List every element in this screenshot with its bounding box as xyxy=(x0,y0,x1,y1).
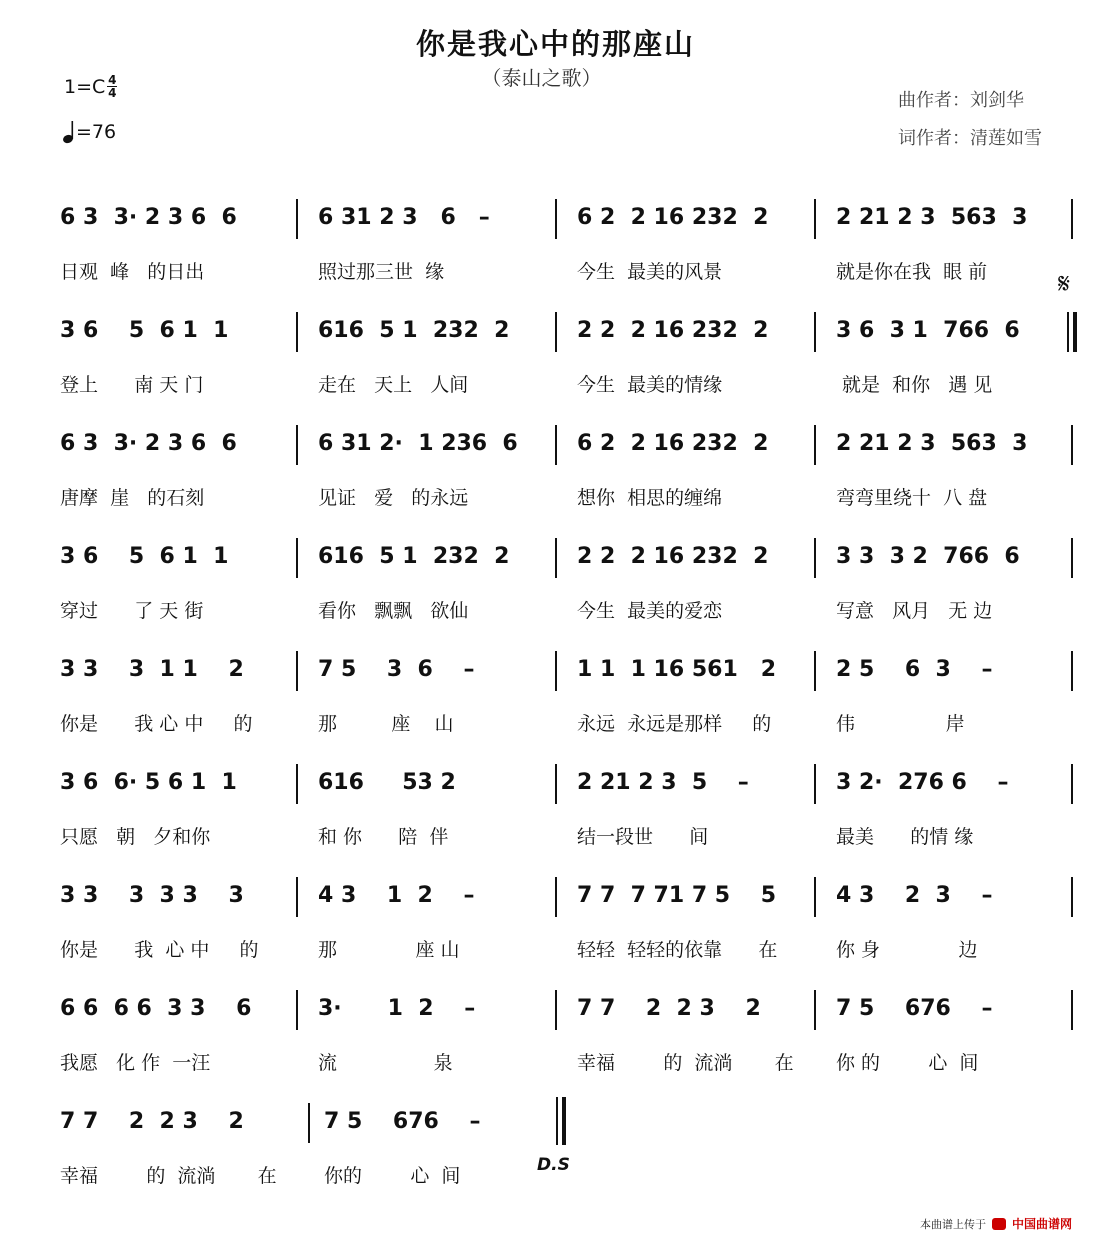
measure-notes: 2 21 2 3 563 3 xyxy=(836,431,1028,456)
measure-notes: 616 53 2 xyxy=(318,770,456,795)
measure-notes: 2 21 2 3 563 3 xyxy=(836,205,1028,230)
repeat-barline xyxy=(1067,312,1069,352)
measure-lyrics: 日观 峰 的日出 xyxy=(60,261,205,283)
measure-lyrics: 见证 爱 的永远 xyxy=(318,487,469,509)
score-row-3 xyxy=(0,431,1111,541)
measure-notes: 3 3 3 2 766 6 xyxy=(836,544,1020,569)
measure-notes: 6 2 2 16 232 2 xyxy=(577,205,769,230)
barline xyxy=(1071,877,1073,917)
measure-notes: 616 5 1 232 2 xyxy=(318,544,510,569)
lyrics-line xyxy=(0,483,1111,513)
barline xyxy=(1071,651,1073,691)
score-row-8 xyxy=(0,996,1111,1106)
measure-lyrics: 就是你在我 眼 前 xyxy=(836,261,988,283)
lyrics-line xyxy=(0,822,1111,852)
barline xyxy=(555,199,557,239)
score-row-2 xyxy=(0,318,1111,428)
measure-lyrics: 照过那三世 缘 xyxy=(318,261,445,283)
dal-segno-mark: D.S xyxy=(537,1155,570,1175)
barline xyxy=(814,199,816,239)
measure-notes: 3 6 6· 5 6 1 1 xyxy=(60,770,237,795)
measure-notes: 3 3 3 3 3 3 xyxy=(60,883,244,908)
measure-lyrics: 今生 最美的爱恋 xyxy=(577,600,723,622)
barline xyxy=(814,312,816,352)
measure-lyrics: 想你 相思的缠绵 xyxy=(577,487,723,509)
measure-lyrics: 那 座 山 xyxy=(318,939,460,961)
measure-lyrics: 最美 的情 缘 xyxy=(836,826,974,848)
key-label: 1=C xyxy=(64,75,106,98)
measure-lyrics: 轻轻 轻轻的依靠 在 xyxy=(577,939,778,961)
measure-notes: 7 5 3 6 – xyxy=(318,657,475,682)
lyricist-credit: 词作者：清莲如雪 xyxy=(898,128,1042,149)
barline xyxy=(296,312,298,352)
barline xyxy=(814,764,816,804)
measure-notes: 7 5 676 – xyxy=(836,996,993,1021)
measure-lyrics: 我愿 化 作 一汪 xyxy=(60,1052,211,1074)
tempo-marking xyxy=(62,120,116,144)
tempo-value: =76 xyxy=(76,121,117,143)
measure-notes: 4 3 1 2 – xyxy=(318,883,475,908)
measure-notes: 3 6 5 6 1 1 xyxy=(60,318,229,343)
barline xyxy=(296,538,298,578)
barline xyxy=(1071,199,1073,239)
barline xyxy=(555,425,557,465)
measure-lyrics: 走在 天上 人间 xyxy=(318,374,469,396)
score-row-6 xyxy=(0,770,1111,880)
measure-lyrics: 幸福 的 流淌 在 xyxy=(60,1165,277,1187)
barline xyxy=(1071,764,1073,804)
measure-notes: 616 5 1 232 2 xyxy=(318,318,510,343)
barline xyxy=(555,651,557,691)
quarter-note-icon xyxy=(62,120,76,144)
barline xyxy=(814,877,816,917)
footer-brand[interactable]: 中国曲谱网 xyxy=(1012,1217,1073,1231)
footer-text: 本曲谱上传于 xyxy=(920,1217,986,1231)
barline xyxy=(814,990,816,1030)
time-top: 4 xyxy=(108,73,117,87)
measure-lyrics: 那 座 山 xyxy=(318,713,454,735)
barline xyxy=(296,651,298,691)
composer-credit: 曲作者：刘剑华 xyxy=(898,90,1024,111)
score-row-5 xyxy=(0,657,1111,767)
measure-notes: 7 5 676 – xyxy=(324,1109,481,1134)
measure-notes: 6 31 2 3 6 – xyxy=(318,205,490,230)
measure-lyrics: 你是 我 心 中 的 xyxy=(60,713,253,735)
lyrics-line xyxy=(0,370,1111,400)
measure-notes: 7 7 7 71 7 5 5 xyxy=(577,883,777,908)
barline xyxy=(555,764,557,804)
measure-notes: 6 3 3· 2 3 6 6 xyxy=(60,205,237,230)
lyrics-line xyxy=(0,935,1111,965)
barline xyxy=(1071,425,1073,465)
measure-lyrics: 你的 心 间 xyxy=(324,1165,461,1187)
barline xyxy=(308,1103,310,1143)
time-bottom: 4 xyxy=(108,86,117,100)
site-logo-icon xyxy=(992,1218,1006,1230)
measure-lyrics: 登上 南 天 门 xyxy=(60,374,204,396)
measure-lyrics: 你是 我 心 中 的 xyxy=(60,939,259,961)
measure-lyrics: 你 的 心 间 xyxy=(836,1052,979,1074)
lyrics-line xyxy=(0,1048,1111,1078)
time-signature xyxy=(107,74,117,99)
measure-lyrics: 伟 岸 xyxy=(836,713,965,735)
measure-notes: 3 3 3 1 1 2 xyxy=(60,657,244,682)
barline xyxy=(555,538,557,578)
barline xyxy=(555,312,557,352)
measure-lyrics: 结一段世 间 xyxy=(577,826,709,848)
barline xyxy=(296,199,298,239)
score-row-7 xyxy=(0,883,1111,993)
measure-notes: 6 2 2 16 232 2 xyxy=(577,431,769,456)
measure-lyrics: 幸福 的 流淌 在 xyxy=(577,1052,794,1074)
measure-notes: 3· 1 2 – xyxy=(318,996,476,1021)
measure-notes: 2 2 2 16 232 2 xyxy=(577,318,769,343)
lyrics-line xyxy=(0,709,1111,739)
measure-lyrics: 穿过 了 天 街 xyxy=(60,600,204,622)
key-signature xyxy=(64,74,117,99)
lyrics-line xyxy=(0,596,1111,626)
measure-lyrics: 唐摩 崖 的石刻 xyxy=(60,487,205,509)
barline xyxy=(555,877,557,917)
measure-lyrics: 今生 最美的风景 xyxy=(577,261,723,283)
measure-notes: 4 3 2 3 – xyxy=(836,883,993,908)
score-row-1 xyxy=(0,205,1111,315)
lyrics-line xyxy=(0,257,1111,287)
measure-notes: 2 5 6 3 – xyxy=(836,657,993,682)
segno-icon: 𝄋 xyxy=(1058,267,1071,300)
measure-lyrics: 弯弯里绕十 八 盘 xyxy=(836,487,988,509)
measure-lyrics: 只愿 朝 夕和你 xyxy=(60,826,211,848)
measure-notes: 3 6 5 6 1 1 xyxy=(60,544,229,569)
measure-notes: 6 3 3· 2 3 6 6 xyxy=(60,431,237,456)
repeat-barline xyxy=(1073,312,1077,352)
measure-notes: 3 2· 276 6 – xyxy=(836,770,1009,795)
barline xyxy=(296,764,298,804)
barline xyxy=(1071,538,1073,578)
measure-lyrics: 今生 最美的情缘 xyxy=(577,374,723,396)
measure-lyrics: 你 身 边 xyxy=(836,939,978,961)
measure-lyrics: 永远 永远是那样 的 xyxy=(577,713,772,735)
measure-notes: 7 7 2 2 3 2 xyxy=(577,996,761,1021)
measure-lyrics: 流 泉 xyxy=(318,1052,453,1074)
measure-lyrics: 和 你 陪 伴 xyxy=(318,826,449,848)
measure-notes: 2 21 2 3 5 – xyxy=(577,770,749,795)
footer-credit xyxy=(920,1215,1072,1232)
barline xyxy=(296,425,298,465)
measure-lyrics: 就是 和你 遇 见 xyxy=(836,374,993,396)
barline xyxy=(296,877,298,917)
measure-notes: 6 6 6 6 3 3 6 xyxy=(60,996,252,1021)
song-subtitle: （泰山之歌） xyxy=(481,66,602,90)
barline xyxy=(814,651,816,691)
measure-notes: 6 31 2· 1 236 6 xyxy=(318,431,518,456)
barline xyxy=(1071,990,1073,1030)
measure-lyrics: 看你 飘飘 欲仙 xyxy=(318,600,469,622)
song-title: 你是我心中的那座山 xyxy=(415,27,695,61)
measure-lyrics: 写意 风月 无 边 xyxy=(836,600,993,622)
measure-notes: 7 7 2 2 3 2 xyxy=(60,1109,244,1134)
score-row-4 xyxy=(0,544,1111,654)
measure-notes: 1 1 1 16 561 2 xyxy=(577,657,777,682)
barline xyxy=(814,425,816,465)
measure-notes: 3 6 3 1 766 6 xyxy=(836,318,1020,343)
barline xyxy=(296,990,298,1030)
barline xyxy=(814,538,816,578)
measure-notes: 2 2 2 16 232 2 xyxy=(577,544,769,569)
final-barline xyxy=(562,1097,566,1145)
final-barline xyxy=(556,1097,558,1145)
barline xyxy=(555,990,557,1030)
